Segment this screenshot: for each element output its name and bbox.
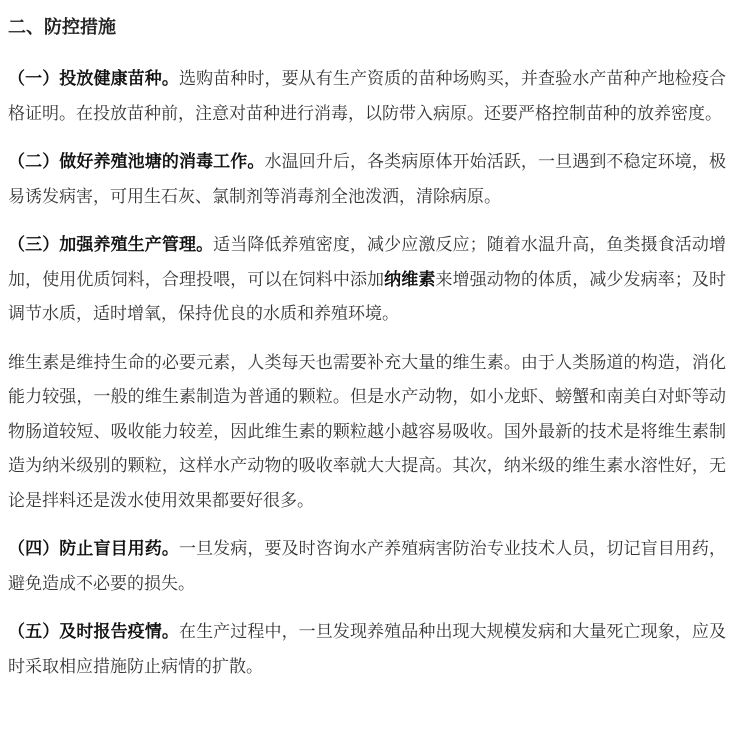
paragraph-2-title: （二）做好养殖池塘的消毒工作。 [8, 152, 265, 172]
paragraph-5 [8, 532, 726, 601]
paragraph-5-body: 一旦发病，要及时咨询水产养殖病害防治专业技术人员，切记盲目用药，避免造成不必要的损失。 [8, 539, 727, 594]
paragraph-6-title: （五）及时报告疫情。 [8, 622, 179, 642]
paragraph-1-body: 选购苗种时，要从有生产资质的苗种场购买，并查验水产苗种产地检疫合格证明。在投放苗种前，注意对苗种进行消毒，以防带入病原。还要严格控制苗种的放养密度。 [8, 69, 727, 124]
paragraph-6-body: 在生产过程中，一旦发现养殖品种出现大规模发病和大量死亡现象，应及时采取相应措施防止病情的扩散。 [8, 622, 727, 677]
paragraph-3 [8, 228, 726, 332]
paragraph-4-body: 维生素是维持生命的必要元素，人类每天也需要补充大量的维生素。由于人类肠道的构造，消化能力较强，一般的维生素制造为普通的颗粒。但是水产动物，如小龙虾、螃蟹和南美白对虾等动物肠道较短、吸收能力较差，因此维生素的颗粒越小越容易吸收。国外最新的技术是将维生素制造为纳米级别的颗粒，这样水产动物的吸收率就大大提高。其次，纳米级的维生素水溶性好，无论是拌料还是泼水使用效果都要好很多。 [8, 352, 726, 511]
paragraph-5-title: （四）防止盲目用药。 [8, 539, 179, 559]
paragraph-1 [8, 62, 726, 131]
paragraph-3-body-bold: 纳维素 [384, 269, 436, 290]
paragraph-4 [8, 346, 726, 519]
paragraph-2-body: 水温回升后，各类病原体开始活跃，一旦遇到不稳定环境，极易诱发病害，可用生石灰、氯制剂等消毒剂全池泼洒，清除病原。 [8, 152, 727, 207]
paragraph-6 [8, 615, 726, 684]
paragraph-3-title: （三）加强养殖生产管理。 [8, 235, 214, 255]
paragraph-1-title: （一）投放健康苗种。 [8, 69, 179, 89]
paragraph-2 [8, 145, 726, 214]
paragraph-3-body-after: 来增强动物的体质，减少发病率；及时调节水质，适时增氧，保持优良的水质和养殖环境。 [8, 269, 727, 324]
section-heading: 二、防控措施 [8, 17, 116, 38]
paragraph-3-body-before: 适当降低养殖密度，减少应激反应；随着水温升高，鱼类摄食活动增加，使用优质饲料，合理投喂，可以在饲料中添加 [8, 235, 726, 290]
